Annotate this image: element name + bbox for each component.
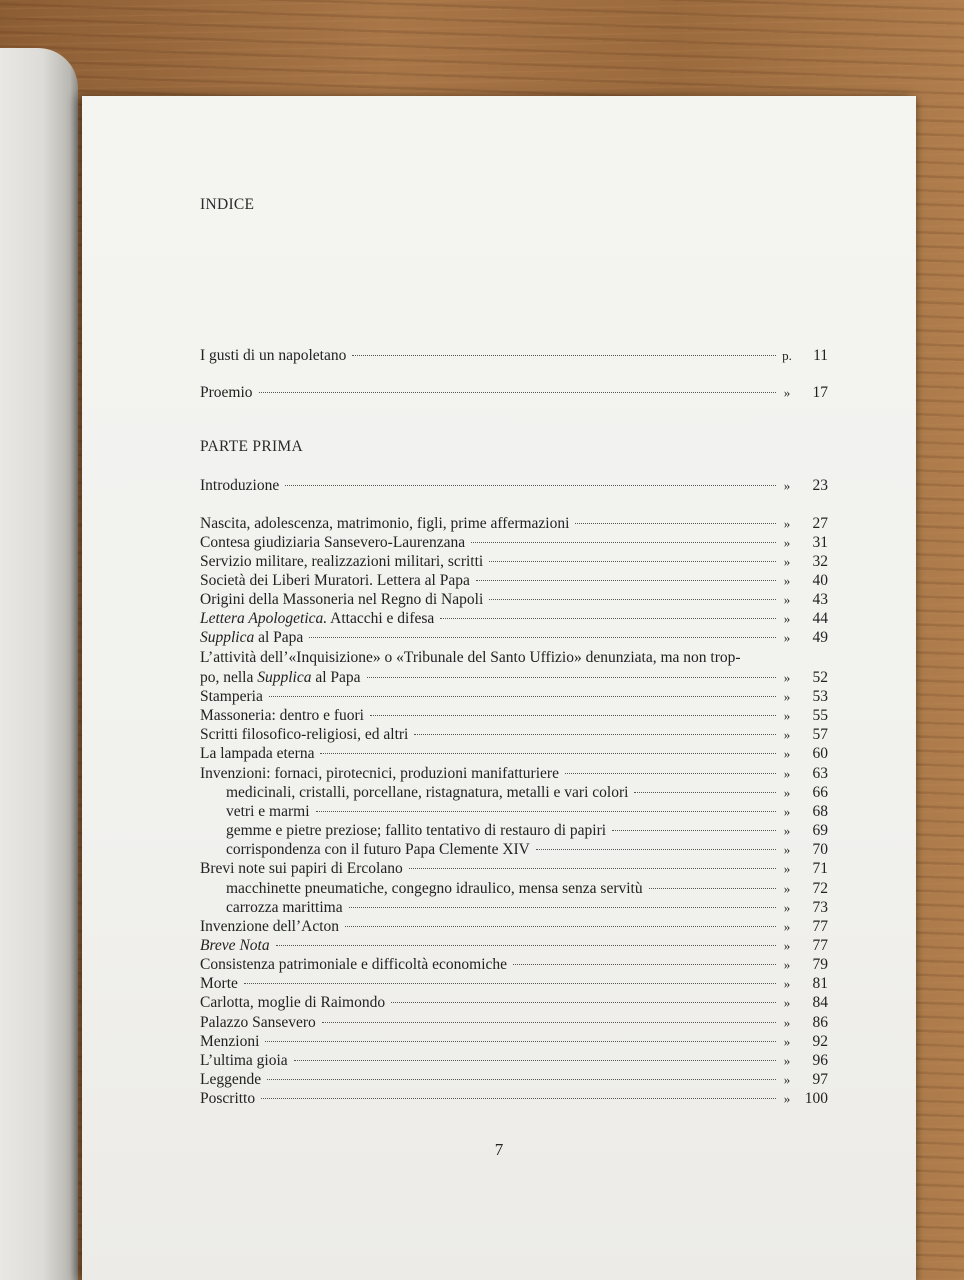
toc-entry-page: 84 bbox=[812, 994, 828, 1012]
dot-leader bbox=[649, 888, 776, 889]
toc-entry-title: Brevi note sui papiri di Ercolano bbox=[200, 860, 403, 878]
toc-entry-title: I gusti di un napoletano bbox=[200, 347, 347, 364]
dot-leader bbox=[391, 1002, 776, 1003]
dot-leader bbox=[612, 830, 776, 831]
dot-leader bbox=[489, 599, 776, 600]
dot-leader bbox=[440, 618, 776, 619]
toc-entry-title bbox=[200, 628, 303, 648]
toc-entry-introduzione bbox=[200, 476, 828, 498]
dot-leader bbox=[345, 926, 776, 927]
dot-leader bbox=[575, 523, 776, 524]
toc-entry-title: Palazzo Sansevero bbox=[200, 1013, 316, 1031]
toc-entry-title bbox=[200, 609, 434, 629]
ditto-mark: » bbox=[783, 1014, 791, 1030]
toc-entry-title: Menzioni bbox=[200, 1032, 260, 1050]
dot-leader bbox=[276, 945, 776, 946]
ditto-mark: » bbox=[783, 611, 791, 626]
toc-entry-title: Invenzione dell’Acton bbox=[200, 917, 340, 935]
toc-entry-page: 97 bbox=[812, 1071, 828, 1088]
toc-entry-page: 52 bbox=[812, 669, 828, 686]
toc-entry-title: carrozza marittima bbox=[226, 898, 343, 916]
toc-entry-title: Nascita, adolescenza, matrimonio, figli, prime affermazioni bbox=[200, 515, 570, 532]
dot-leader bbox=[634, 792, 776, 793]
dot-leader bbox=[367, 677, 776, 678]
ditto-mark: » bbox=[783, 670, 791, 685]
dot-leader bbox=[476, 580, 776, 581]
dot-leader bbox=[349, 907, 776, 908]
toc-entry-long-line1: L’attività dell’«Inquisizione» o «Tribunale del Santo Uffizio» denunziata, ma non trop- bbox=[200, 649, 741, 666]
toc-entry-title: La lampada eterna bbox=[200, 745, 315, 763]
toc-entry-page: 71 bbox=[812, 860, 828, 878]
toc-entry-page: 60 bbox=[812, 745, 828, 763]
toc-entry-page: 77 bbox=[812, 936, 828, 954]
toc-entry-page: 17 bbox=[812, 384, 828, 401]
ditto-mark: » bbox=[783, 957, 791, 973]
toc-entry-title: Scritti filosofico-religiosi, ed altri bbox=[200, 726, 409, 744]
toc-entry-title: corrispondenza con il futuro Papa Clemente XIV bbox=[226, 841, 530, 859]
toc-entry-italic: Supplica bbox=[200, 629, 255, 646]
dot-leader bbox=[267, 1079, 776, 1080]
facing-page-edge bbox=[0, 48, 78, 1280]
toc-entry-title: Breve Nota bbox=[200, 936, 270, 954]
ditto-mark: » bbox=[783, 803, 791, 819]
toc-entry-title: Servizio militare, realizzazioni militari, scritti bbox=[200, 553, 484, 570]
dot-leader bbox=[316, 811, 777, 812]
book-page bbox=[82, 96, 916, 1280]
toc-entry-page: 43 bbox=[812, 591, 828, 608]
ditto-mark: » bbox=[783, 995, 791, 1011]
ditto-mark: » bbox=[783, 765, 791, 781]
toc-entry-rest: Attacchi e difesa bbox=[327, 610, 435, 627]
toc-entry-page: 49 bbox=[812, 629, 828, 646]
ditto-mark: » bbox=[783, 630, 791, 645]
dot-leader bbox=[259, 392, 776, 393]
dot-leader bbox=[322, 1022, 776, 1023]
dot-leader bbox=[265, 1041, 776, 1042]
page-prefix: p. bbox=[782, 348, 792, 363]
ditto-mark: » bbox=[783, 823, 791, 839]
toc-entry-part: al Papa bbox=[311, 669, 361, 686]
toc-entry-italic: Lettera Apologetica. bbox=[200, 610, 328, 627]
toc-entry-title: Invenzioni: fornaci, pirotecnici, produzioni manifatturiere bbox=[200, 764, 559, 782]
ditto-mark: » bbox=[783, 976, 791, 992]
toc-entry-page: 73 bbox=[812, 898, 828, 916]
ditto-mark: » bbox=[783, 727, 791, 743]
ditto-mark: » bbox=[783, 535, 791, 550]
ditto-mark: » bbox=[783, 385, 791, 400]
ditto-mark: » bbox=[783, 478, 791, 493]
ditto-mark: » bbox=[783, 784, 791, 800]
page-number: 7 bbox=[494, 1140, 504, 1159]
toc-entry-title: vetri e marmi bbox=[226, 802, 310, 820]
toc-entry-title: Proemio bbox=[200, 384, 253, 401]
ditto-mark: » bbox=[783, 573, 791, 588]
toc-entry-page: 57 bbox=[812, 726, 828, 744]
dot-leader bbox=[565, 773, 776, 774]
toc-entry-italic: Supplica bbox=[257, 669, 312, 686]
dot-leader bbox=[409, 868, 776, 869]
ditto-mark: » bbox=[783, 689, 791, 704]
dot-leader bbox=[370, 715, 776, 716]
dot-leader bbox=[269, 696, 776, 697]
toc-entry-title: Leggende bbox=[200, 1071, 262, 1088]
toc-entry-page: 40 bbox=[812, 572, 828, 589]
toc-entry-page: 63 bbox=[812, 764, 828, 782]
toc-entry-page: 44 bbox=[812, 610, 828, 627]
toc-entry-page: 66 bbox=[812, 783, 828, 801]
toc-entry-page: 11 bbox=[813, 347, 828, 364]
toc-entry-proemio bbox=[200, 383, 828, 405]
ditto-mark: » bbox=[783, 937, 791, 953]
dot-leader bbox=[261, 1098, 776, 1099]
dot-leader bbox=[352, 355, 776, 356]
toc-entry-page: 72 bbox=[812, 879, 828, 897]
toc-entry-title: Consistenza patrimoniale e difficoltà economiche bbox=[200, 956, 508, 974]
toc-entry-page: 32 bbox=[812, 553, 828, 570]
ditto-mark: » bbox=[783, 899, 791, 915]
toc-entry-title: macchinette pneumatiche, congegno idraulico, mensa senza servitù bbox=[226, 879, 643, 897]
toc-entry-title: Stamperia bbox=[200, 688, 263, 705]
part-title: PARTE PRIMA bbox=[200, 438, 304, 455]
toc-entry-page: 70 bbox=[812, 841, 828, 859]
ditto-mark: » bbox=[783, 1091, 791, 1107]
toc-entry-rest: al Papa bbox=[254, 629, 304, 646]
toc-entry-page: 79 bbox=[812, 956, 828, 974]
toc-entry bbox=[200, 1089, 828, 1111]
dot-leader bbox=[489, 561, 776, 562]
toc-entry-part: po, nella bbox=[200, 669, 258, 686]
ditto-mark: » bbox=[783, 592, 791, 607]
dot-leader bbox=[513, 964, 776, 965]
toc-entry-title bbox=[200, 668, 361, 688]
ditto-mark: » bbox=[783, 516, 791, 531]
toc-entry-title: Introduzione bbox=[200, 477, 280, 494]
ditto-mark: » bbox=[783, 554, 791, 569]
toc-entry-title: Carlotta, moglie di Raimondo bbox=[200, 994, 386, 1012]
ditto-mark: » bbox=[783, 861, 791, 877]
toc-entry-gusti bbox=[200, 346, 828, 368]
dot-leader bbox=[320, 753, 776, 754]
dot-leader bbox=[294, 1060, 776, 1061]
toc-entry-page: 86 bbox=[812, 1013, 828, 1031]
toc-entry-page: 68 bbox=[812, 802, 828, 820]
dot-leader bbox=[309, 637, 776, 638]
ditto-mark: » bbox=[783, 880, 791, 896]
ditto-mark: » bbox=[783, 746, 791, 762]
dot-leader bbox=[285, 485, 776, 486]
toc-entry-page: 96 bbox=[812, 1051, 828, 1069]
dot-leader bbox=[244, 983, 776, 984]
toc-entry-title: L’ultima gioia bbox=[200, 1051, 288, 1069]
ditto-mark: » bbox=[783, 1033, 791, 1049]
index-title: INDICE bbox=[200, 196, 255, 213]
toc-entry-title: Morte bbox=[200, 975, 238, 993]
toc-entry-page: 100 bbox=[804, 1090, 828, 1108]
dot-leader bbox=[471, 542, 776, 543]
ditto-mark: » bbox=[783, 708, 791, 724]
dot-leader bbox=[536, 849, 776, 850]
ditto-mark: » bbox=[783, 1072, 791, 1087]
toc-entry-page: 92 bbox=[812, 1032, 828, 1050]
toc-entry bbox=[200, 628, 828, 650]
toc-entry-page: 53 bbox=[812, 688, 828, 705]
ditto-mark: » bbox=[783, 842, 791, 858]
toc-entry-page: 77 bbox=[812, 917, 828, 935]
toc-entry-title: Contesa giudiziaria Sansevero-Laurenzana bbox=[200, 534, 466, 551]
toc-entry-page: 81 bbox=[812, 975, 828, 993]
toc-entry-title: Massoneria: dentro e fuori bbox=[200, 707, 364, 725]
ditto-mark: » bbox=[783, 1052, 791, 1068]
ditto-mark: » bbox=[783, 918, 791, 934]
toc-entry-page: 23 bbox=[812, 477, 828, 494]
toc-entry-page: 69 bbox=[812, 822, 828, 840]
toc-entry-title: Poscritto bbox=[200, 1090, 256, 1108]
dot-leader bbox=[414, 734, 776, 735]
toc-entry-page: 27 bbox=[812, 515, 828, 532]
toc-entry-page: 31 bbox=[812, 534, 828, 551]
toc-entry-title: gemme e pietre preziose; fallito tentativo di restauro di papiri bbox=[226, 822, 607, 840]
toc-entry-title: Società dei Liberi Muratori. Lettera al Papa bbox=[200, 572, 470, 589]
toc-entry-title: Origini della Massoneria nel Regno di Napoli bbox=[200, 591, 484, 608]
toc-entry-title: medicinali, cristalli, porcellane, ristagnatura, metalli e vari colori bbox=[226, 783, 629, 801]
toc-entry-page: 55 bbox=[812, 707, 828, 725]
